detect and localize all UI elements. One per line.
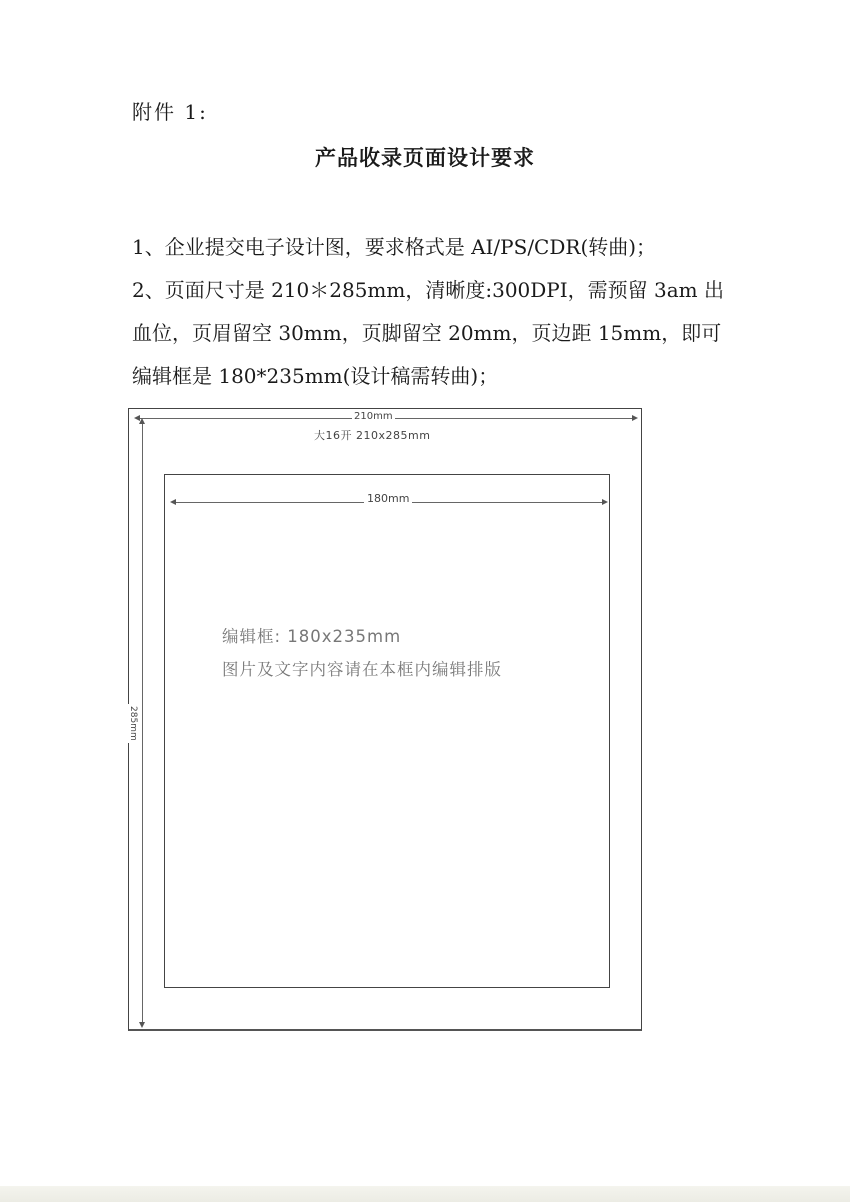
arrow-up-icon xyxy=(139,418,145,424)
requirements-list xyxy=(132,226,732,398)
arrow-right-icon xyxy=(602,499,608,505)
arrow-left-icon xyxy=(170,499,176,505)
requirement-item-2: 2、页面尺寸是 210＊285mm，清晰度:300DPI，需预留 3am 出血位，页眉留空 30mm，页脚留空 20mm，页边距 15mm，即可编辑框是 180*235mm(设计稿需转曲)； xyxy=(132,278,724,388)
requirement-item-1: 1、企业提交电子设计图，要求格式是 AI/PS/CDR(转曲)； xyxy=(132,235,657,259)
page-width-label: 210mm xyxy=(354,411,393,422)
edit-box-caption xyxy=(222,620,502,686)
page-height-dimension-line xyxy=(142,420,143,1026)
page-layout-diagram xyxy=(128,408,646,1036)
arrow-right-icon xyxy=(632,415,638,421)
edit-width-label: 180mm xyxy=(364,492,412,505)
attachment-label: 附件 1: xyxy=(132,100,208,124)
page-format-label: 大16开 210x285mm xyxy=(314,429,431,442)
edit-box-outline xyxy=(164,474,610,988)
arrow-down-icon xyxy=(139,1022,145,1028)
page-title: 产品收录页面设计要求 xyxy=(315,145,535,170)
edit-box-size-text: 编辑框: 180x235mm xyxy=(222,627,402,646)
page-height-label: 285mm xyxy=(128,706,138,741)
scan-edge xyxy=(0,1186,850,1202)
edit-box-instruction-text: 图片及文字内容请在本框内编辑排版 xyxy=(222,660,502,679)
